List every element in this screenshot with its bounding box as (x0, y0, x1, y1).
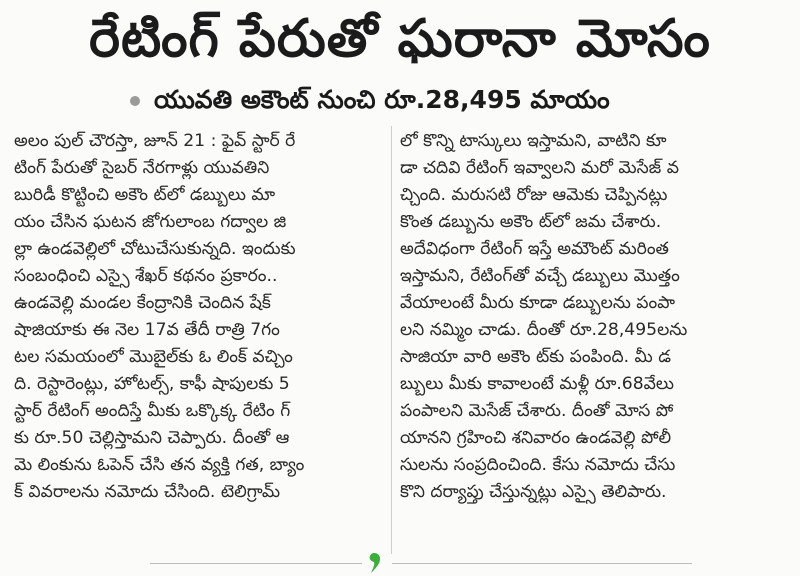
article-line: డా చదివి రేటింగ్ ఇవ్వాలని మరో మెసేజ్ వ (400, 158, 679, 178)
article-line: ఇస్తామని, రేటింగ్‌తో వచ్చే డబ్బులు మొత్తం (400, 266, 680, 286)
article-line: లని నమ్మిం చాడు. దీంతో రూ.28,495లను (400, 320, 688, 340)
publication-logo-icon (368, 549, 384, 575)
article-line: ఉండవెల్లి మండల కేంద్రానికి చెందిన షేక్ (14, 293, 271, 313)
article-line: పంపాలని మెసేజ్ చేశారు. దీంతో మోస పో (400, 401, 674, 421)
article-line: సాజియా వారి అకౌం ట్‌కు పంపింది. మీ డ (400, 347, 671, 367)
article-line: చ్చింది. మరుసటి రోజు ఆమెకు చెప్పినట్లు (400, 185, 668, 205)
footer-rule-right (392, 563, 692, 564)
article-right-column (400, 128, 782, 506)
article-line: వేయాలంటే మీరు కూడా డబ్బులను పంపా (400, 293, 675, 313)
headline: రేటింగ్ పేరుతో ఘరానా మోసం (89, 9, 711, 69)
article-line: ల్లా ఉండవెల్లిలో చోటుచేసుకున్నది. ఇందుకు (14, 239, 296, 259)
article-line: బ్బులు మీకు కావాలంటే మళ్లీ రూ.68వేలు (400, 374, 675, 394)
footer-rule-left (150, 563, 362, 564)
article-line: బురిడీ కొట్టించి అకౌం ట్‌లో డబ్బులు మా (14, 185, 276, 205)
subheadline-text: యువతి అకౌంట్ నుంచి రూ.28,495 మాయం (154, 85, 610, 114)
article-line: ది. రెస్టారెంట్లు, హోటల్స్, కాఫీ షాపులకు 5 (14, 374, 290, 394)
article-line: క్ వివరాలను నమోదు చేసింది. టెలిగ్రామ్ (14, 482, 281, 502)
article-line: షాజియాకు ఈ నెల 17వ తేదీ రాత్రి 7గం (14, 320, 280, 340)
article-line: టింగ్ పేరుతో సైబర్ నేరగాళ్లు యువతిని (14, 158, 270, 178)
article-line: స్టార్ రేటింగ్ అందిస్తే మీకు ఒక్కొక్క రేటిం గ్ (14, 401, 291, 421)
article-line: కు రూ.50 చెల్లిస్తామని చెప్పారు. దీంతో ఆ (14, 428, 290, 448)
article-line: కొంత డబ్బును అకౌం ట్‌లో జమ చేశారు. (400, 212, 662, 232)
article-line: సులను సంప్రదించింది. కేసు నమోదు చేసు (400, 455, 676, 475)
article-line: టల సమయంలో మొబైల్‌కు ఓ లింక్ వచ్చిం (14, 347, 293, 367)
bullet-icon (130, 96, 140, 106)
article-line: అలం పుల్ చౌరస్తా, జూన్ 21 : ఫైవ్ స్టార్ రే (14, 131, 296, 151)
article-line: యం చేసిన ఘటన జోగులాంబ గద్వాల జి (14, 212, 287, 232)
article-line: యానని గ్రహించి శనివారం ఉండవెల్లి పోలీ (400, 428, 672, 448)
column-divider (391, 126, 392, 554)
article-line: అదేవిధంగా రేటింగ్ ఇస్తే అమౌంట్ మరింత (400, 239, 669, 259)
article-left-column (14, 128, 384, 506)
article-line: లో కొన్ని టాస్కులు ఇస్తామని, వాటిని కూ (400, 131, 667, 151)
subheadline (130, 82, 710, 118)
article-line: మె లింకును ఓపెన్ చేసి తన వ్యక్తి గత, బ్యాం (14, 455, 305, 475)
article-line: కొని దర్యాప్తు చేస్తున్నట్లు ఎస్సై తెలిపారు. (400, 482, 667, 502)
article-line: సంబంధించి ఎస్సై శేఖర్ కథనం ప్రకారం.. (14, 266, 278, 286)
